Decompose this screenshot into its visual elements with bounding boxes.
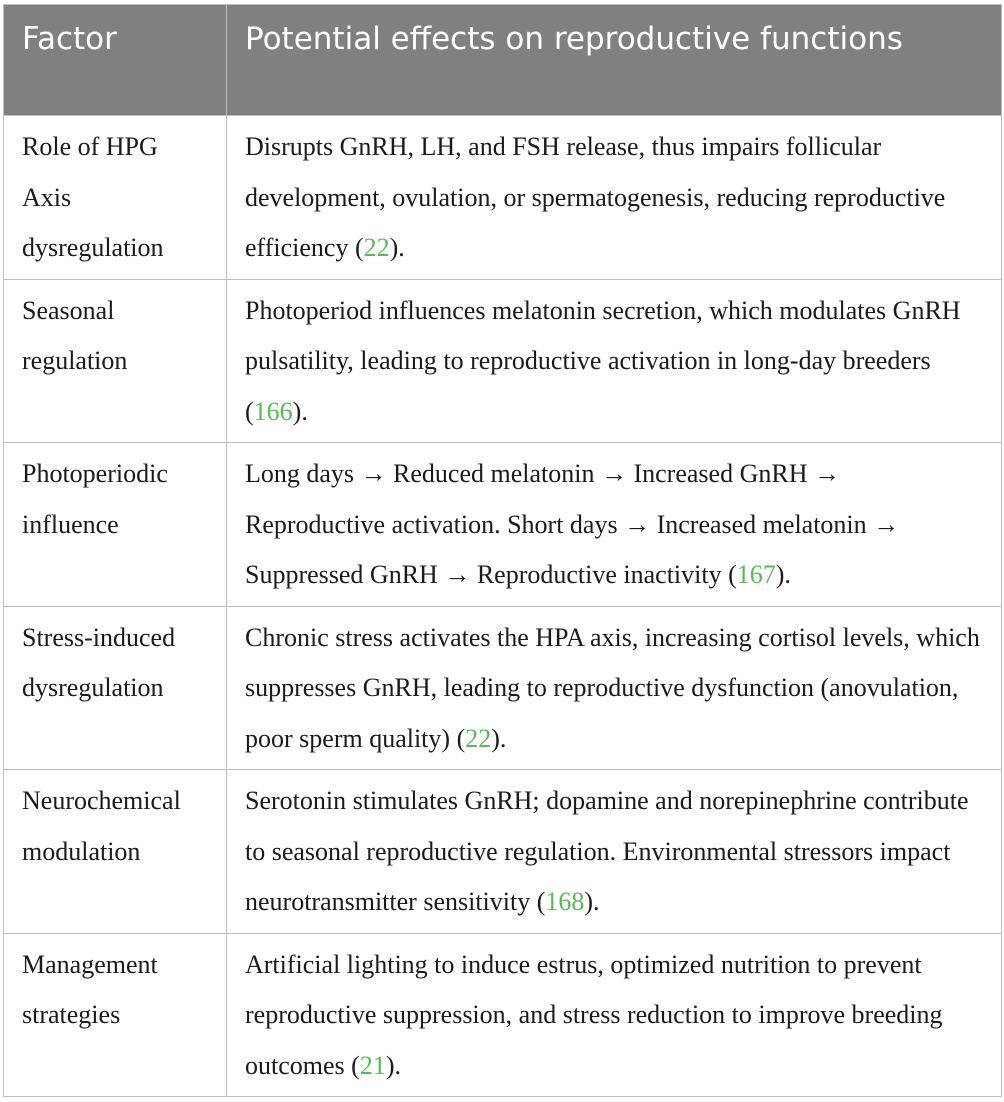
reference-link[interactable]: 167 (736, 560, 776, 589)
effects-text: Long days → Reduced melatonin → Increased GnRH → Reproductive activation. Short days → Increased melatonin → Suppressed GnRH → Reproductive inactivity ( (245, 459, 900, 589)
table-row (4, 443, 1002, 607)
effects-text-end: ). (491, 723, 507, 753)
effects-text-end: ). (775, 560, 791, 589)
table-row (4, 933, 1002, 1097)
effects-text: Serotonin stimulates GnRH; dopamine and norepinephrine contribute to seasonal reproductive regulation. Environmental stressors impact neurotransmitter sensitivity ( (245, 786, 969, 916)
table-row (4, 770, 1002, 934)
factor-cell: Seasonal regulation (4, 279, 227, 443)
factor-cell: Stress-induced dysregulation (4, 606, 227, 770)
effects-cell (227, 443, 1002, 607)
effects-cell (227, 606, 1002, 770)
table-row (4, 116, 1002, 280)
reference-link[interactable]: 166 (253, 396, 293, 426)
effects-text-end: ). (389, 233, 405, 262)
effects-text-end: ). (584, 887, 600, 916)
effects-text: Chronic stress activates the HPA axis, increasing cortisol levels, which suppresses GnRH, leading to reproductive dysfunction (anovulation, poor sperm quality) ( (245, 622, 980, 753)
reference-link[interactable]: 21 (359, 1050, 386, 1080)
effects-cell (227, 116, 1002, 280)
header-factor: Factor (4, 5, 227, 116)
table-row (4, 279, 1002, 443)
factor-cell: Management strategies (4, 933, 227, 1097)
table-row (4, 606, 1002, 770)
factor-cell: Neurochemical modulation (4, 770, 227, 934)
reference-link[interactable]: 22 (465, 723, 492, 753)
effects-cell (227, 933, 1002, 1097)
reference-link[interactable]: 168 (545, 887, 585, 916)
header-effects: Potential effects on reproductive functions (227, 5, 1002, 116)
reference-link[interactable]: 22 (363, 233, 390, 262)
effects-text-end: ). (292, 396, 308, 426)
effects-text: Artificial lighting to induce estrus, optimized nutrition to prevent reproductive suppression, and stress reduction to improve breeding outcomes ( (245, 949, 943, 1080)
effects-text: Photoperiod influences melatonin secretion, which modulates GnRH pulsatility, leading to reproductive activation in long-day breeders ( (245, 295, 961, 426)
factors-table (3, 4, 1002, 1097)
effects-cell (227, 770, 1002, 934)
effects-cell (227, 279, 1002, 443)
effects-text: Disrupts GnRH, LH, and FSH release, thus impairs follicular development, ovulation, or spermatogenesis, reducing reproductive efficiency ( (245, 132, 946, 262)
table-header-row (4, 5, 1002, 116)
effects-text-end: ). (385, 1050, 401, 1080)
factor-cell: Photoperiodic influence (4, 443, 227, 607)
factor-cell: Role of HPG Axis dysregulation (4, 116, 227, 280)
